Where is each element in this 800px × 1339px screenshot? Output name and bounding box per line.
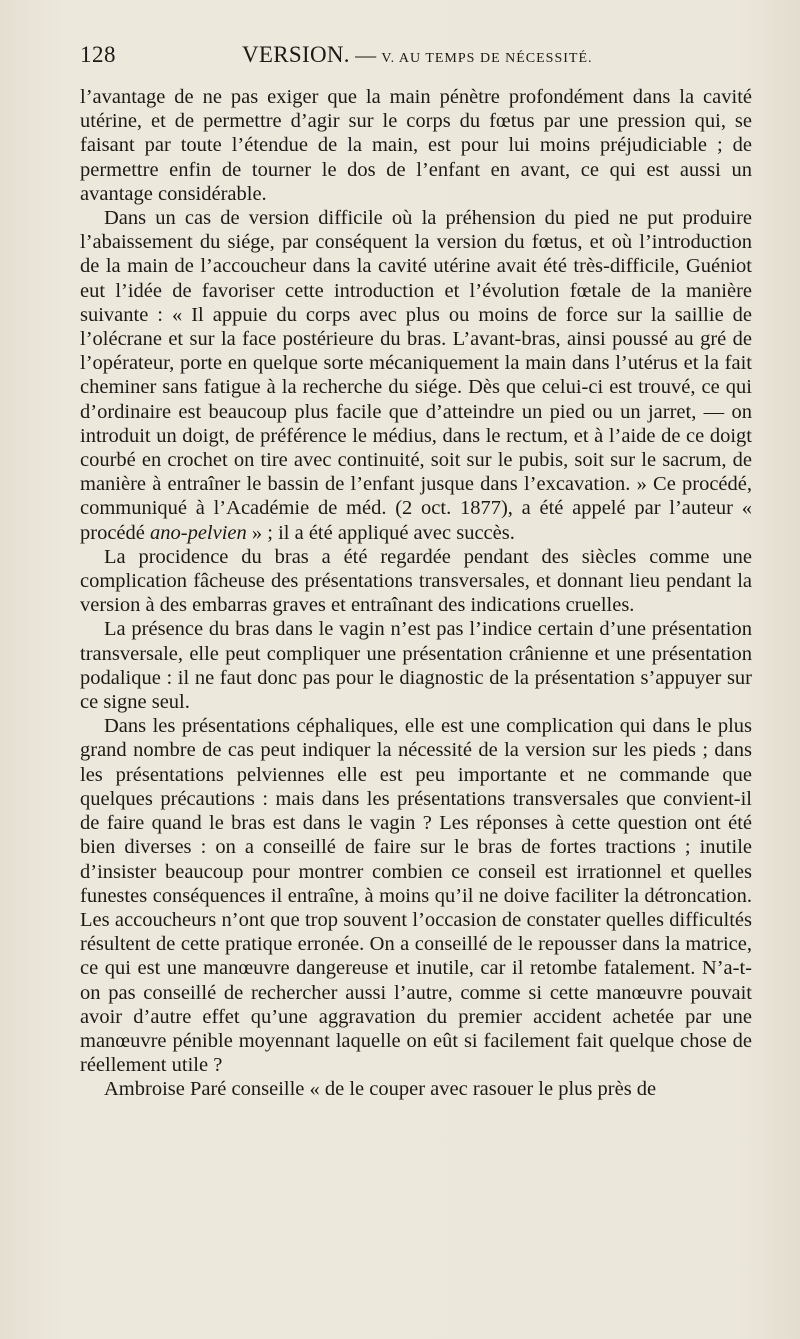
paragraph-presence: La présence du bras dans le vagin n’est pas l’indice certain d’une présentation transversale, elle peut compliquer une présentation crânienne et une présentation podalique : il ne faut donc pas pour le diagnostic de la présentation s’appuyer sur ce signe seul.: [80, 618, 752, 714]
page-number: 128: [80, 42, 116, 67]
paragraph-gueniot-end: » ; il a été appliqué avec succès.: [246, 521, 515, 544]
procedure-name-italic: ano-pelvien: [150, 521, 247, 544]
paragraph-gueniot: [80, 206, 752, 545]
paragraph-gueniot-text: Dans un cas de version difficile où la préhension du pied ne put produire l’abaissement du siége, par conséquent la version du fœtus, et où l’introduction de la main de l’accoucheur dans la cavité utérine avait été très-difficile, Guéniot eut l’idée de favoriser cette introduction et l’évolution fœtale de la manière suivante : « Il appuie du corps avec plus ou moins de force sur la saillie de l’olécrane et sur la face postérieure du bras. L’avant-bras, ainsi poussé au gré de l’opérateur, porte en quelque sorte mécaniquement la main dans l’utérus et la fait cheminer sans fatigue à la recherche du siége. Dès que celui-ci est trouvé, ce qui d’ordinaire est beaucoup plus facile que d’atteindre un pied ou un jarret, — on introduit un doigt, de préférence le médius, dans le rectum, et à l’aide de ce doigt courbé en crochet on tire avec continuité, soit sur le pubis, soit sur le sacrum, de manière à entraîner le bassin de l’enfant jusque dans l’excavation. » Ce procédé, communiqué à l’Académie de méd. (2 oct. 1877), a été appelé par l’auteur « procédé: [80, 207, 752, 544]
running-title: [242, 42, 593, 68]
title-dash: —: [355, 43, 377, 67]
paragraph-procidence: La procidence du bras a été regardée pendant des siècles comme une complication fâcheuse des présentations transversales, et donnant lieu pendant la version à des embarras graves et entraînant des indications cruelles.: [80, 545, 752, 617]
paragraph-cephaliques: Dans les présentations céphaliques, elle est une complication qui dans le plus grand nombre de cas peut indiquer la nécessité de la version sur les pieds ; dans les présentations pelviennes elle est peu importante et ne commande que quelques précautions : mais dans les présentations transversales que convient-il de faire quand le bras est dans le vagin ? Les réponses à cette question ont été bien diverses : on a conseillé de faire sur le bras de fortes tractions ; inutile d’insister beaucoup pour montrer combien ce conseil est irrationnel et quelles funestes conséquences il entraîne, à moins qu’il ne doive faciliter la détroncation. Les accoucheurs n’ont que trop souvent l’occasion de constater quelles difficultés résultent de cette pratique erronée. On a conseillé de le repousser dans la matrice, ce qui est une manœuvre dangereuse et inutile, car il retombe fatalement. N’a-t-on pas conseillé de rechercher aussi l’autre, comme si cette manœuvre pouvait avoir d’autre effet qu’une aggravation du premier accident achetée par une manœuvre pénible moyennant laquelle on eût si facilement fait quelque chose de réellement utile ?: [80, 715, 752, 1077]
body-text: [80, 85, 752, 1102]
running-header: [80, 42, 752, 82]
paragraph-ambroise-pare: Ambroise Paré conseille « de le couper avec rasouer le plus près de: [104, 1078, 657, 1101]
paragraph-continued: l’avantage de ne pas exiger que la main pénètre profondément dans la cavité utérine, et de permettre d’agir sur le corps du fœtus par une pression qui, se faisant par toute l’étendue de la main, est pour lui moins préjudiciable ; de permettre enfin de tourner le dos de l’enfant en avant, ce qui est aussi un avantage considérable.: [80, 86, 752, 205]
chapter-title: VERSION.: [242, 42, 350, 67]
section-title: V. AU TEMPS DE NÉCESSITÉ.: [381, 51, 593, 66]
